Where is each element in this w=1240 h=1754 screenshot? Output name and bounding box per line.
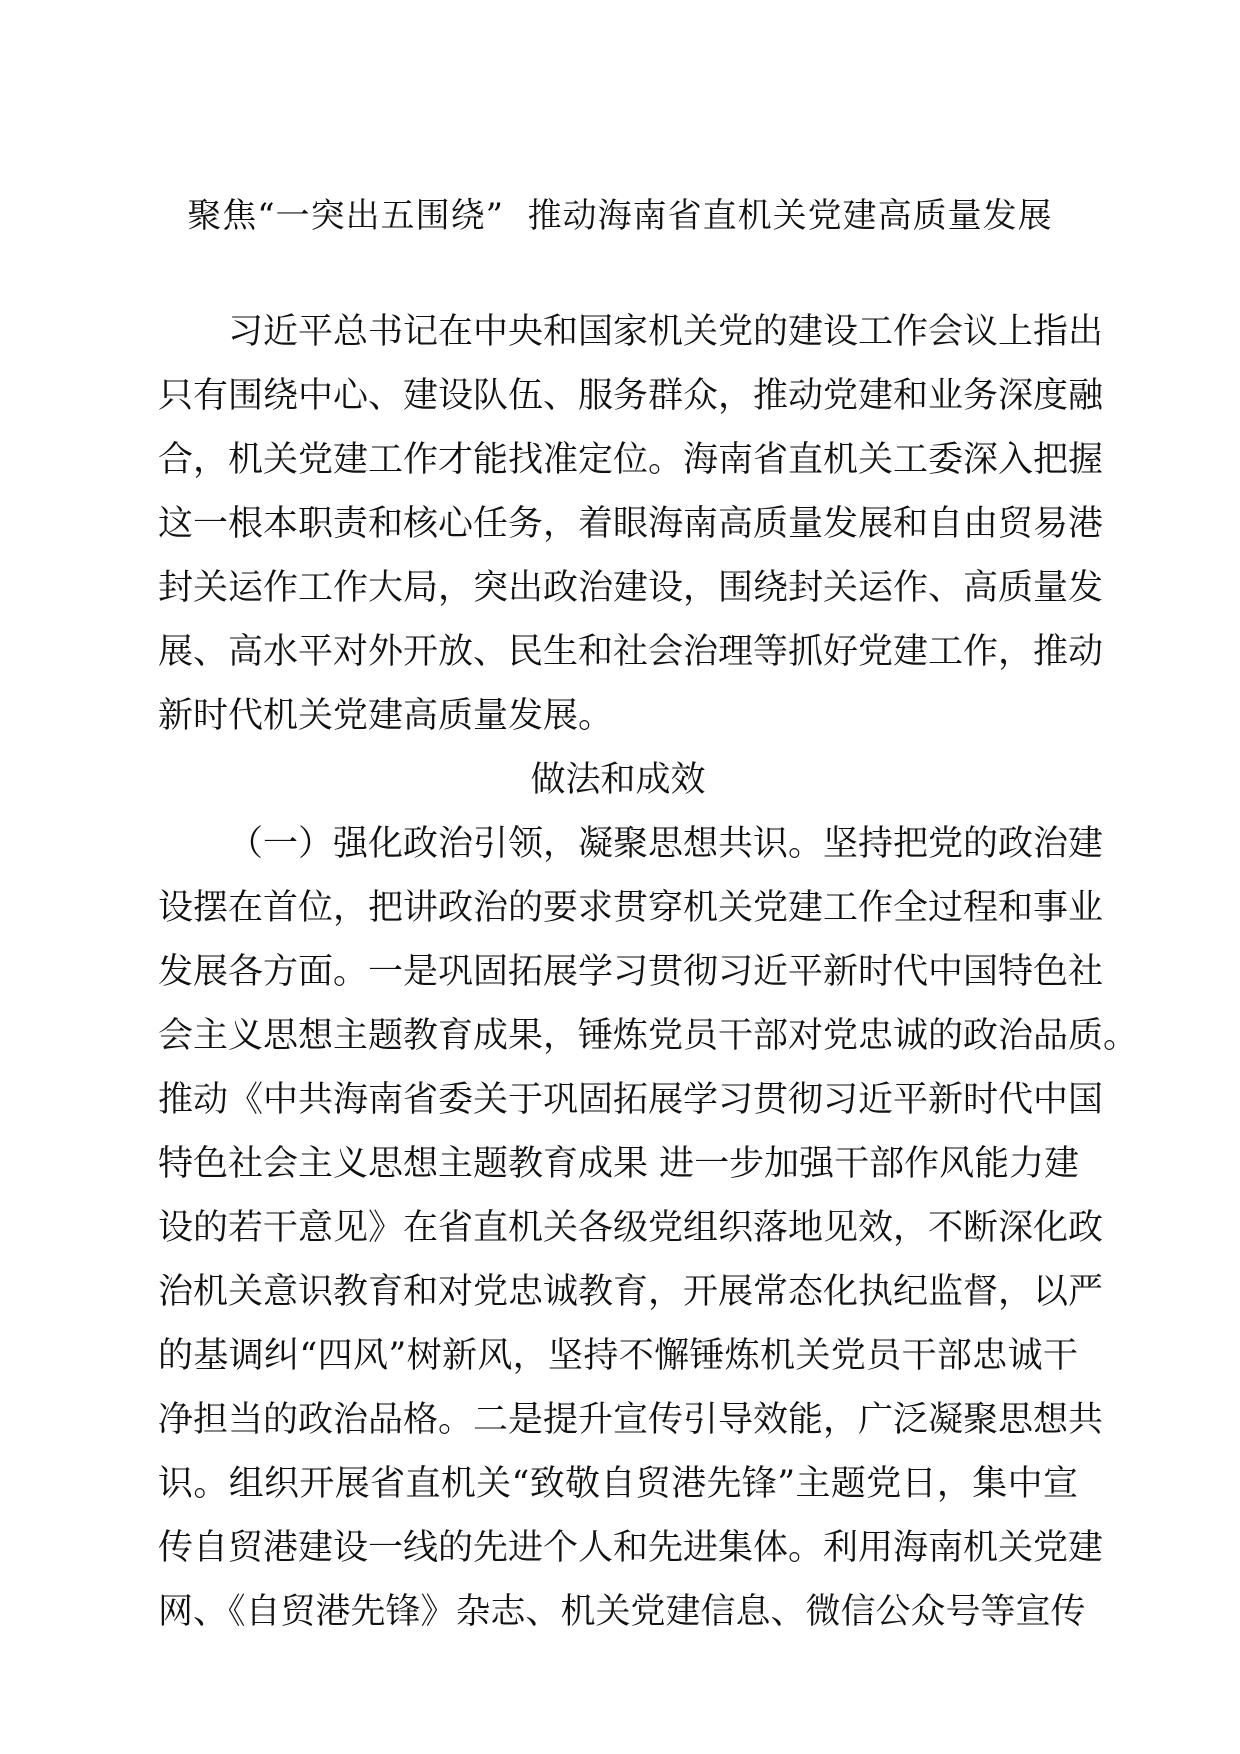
document-body: [158, 300, 1139, 1644]
paragraph-line: 治机关意识教育和对党忠诚教育，开展常态化执纪监督，以严: [158, 1272, 1104, 1312]
paragraph-line: 特色社会主义思想主题教育成果 进一步加强干部作风能力建: [158, 1144, 1080, 1184]
paragraph-line: 传自贸港建设一线的先进个人和先进集体。利用海南机关党建: [158, 1528, 1104, 1568]
paragraph-line: 封关运作工作大局，突出政治建设，围绕封关运作、高质量发: [158, 568, 1104, 608]
paragraph-line: 这一根本职责和核心任务，着眼海南高质量发展和自由贸易港: [158, 504, 1104, 544]
paragraph-line: 习近平总书记在中央和国家机关党的建设工作会议上指出: [228, 312, 1104, 352]
paragraph-line: 推动《中共海南省委关于巩固拓展学习贯彻习近平新时代中国: [158, 1080, 1104, 1120]
document-title: 聚焦“一突出五围绕” 推动海南省直机关党建高质量发展: [187, 196, 1053, 236]
paragraph-line: 只有围绕中心、建设队伍、服务群众，推动党建和业务深度融: [158, 376, 1104, 416]
paragraph-line: 会主义思想主题教育成果，锤炼党员干部对党忠诚的政治品质。: [158, 1016, 1139, 1056]
paragraph-line: 新时代机关党建高质量发展。: [158, 696, 614, 736]
paragraph-line: 合，机关党建工作才能找准定位。海南省直机关工委深入把握: [158, 440, 1104, 480]
paragraph-line: 识。组织开展省直机关“致敬自贸港先锋”主题党日，集中宣: [158, 1464, 1078, 1504]
paragraph-line: 设的若干意见》在省直机关各级党组织落地见效，不断深化政: [158, 1208, 1104, 1248]
paragraph-line: 网、《自贸港先锋》杂志、机关党建信息、微信公众号等宣传: [158, 1592, 1086, 1632]
paragraph-line: （一）强化政治引领，凝聚思想共识。坚持把党的政治建: [228, 824, 1104, 864]
paragraph-line: 设摆在首位，把讲政治的要求贯穿机关党建工作全过程和事业: [158, 888, 1104, 928]
section-heading: 做法和成效: [530, 760, 706, 800]
paragraph-line: 发展各方面。一是巩固拓展学习贯彻习近平新时代中国特色社: [158, 952, 1104, 992]
paragraph-line: 的基调纠“四风”树新风，坚持不懈锤炼机关党员干部忠诚干: [158, 1336, 1078, 1376]
paragraph-line: 展、高水平对外开放、民生和社会治理等抓好党建工作，推动: [158, 632, 1104, 672]
paragraph-line: 净担当的政治品格。二是提升宣传引导效能，广泛凝聚思想共: [158, 1400, 1104, 1440]
